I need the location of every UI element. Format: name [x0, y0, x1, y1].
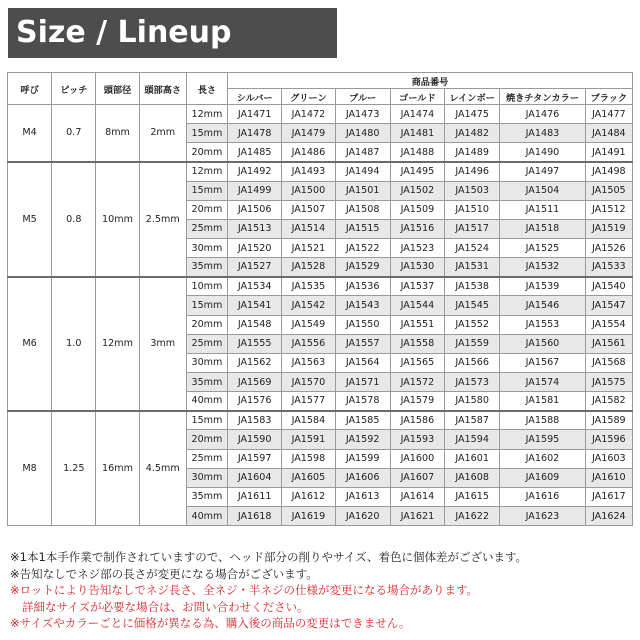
product-code: JA1505	[585, 181, 632, 200]
notes-section	[10, 549, 630, 632]
size-name: M5	[8, 162, 52, 277]
product-code: JA1604	[228, 468, 282, 487]
product-code: JA1611	[228, 487, 282, 506]
product-code: JA1571	[335, 372, 390, 391]
product-code: JA1479	[282, 124, 335, 143]
product-code: JA1608	[445, 468, 500, 487]
product-code: JA1542	[282, 296, 335, 315]
product-code: JA1517	[445, 219, 500, 238]
product-code: JA1530	[390, 258, 444, 277]
head-diameter-value: 10mm	[96, 162, 139, 277]
product-code: JA1480	[335, 124, 390, 143]
pitch-value: 0.8	[52, 162, 96, 277]
length-value: 35mm	[186, 487, 227, 506]
product-code: JA1606	[335, 468, 390, 487]
product-code: JA1513	[228, 219, 282, 238]
product-code: JA1614	[390, 487, 444, 506]
product-code: JA1491	[585, 143, 632, 162]
product-code: JA1554	[585, 315, 632, 334]
product-code: JA1570	[282, 372, 335, 391]
product-code: JA1594	[445, 430, 500, 449]
header-name: 呼び	[8, 73, 52, 105]
length-value: 20mm	[186, 315, 227, 334]
product-code: JA1592	[335, 430, 390, 449]
product-code: JA1497	[500, 162, 585, 181]
product-code: JA1609	[500, 468, 585, 487]
length-value: 20mm	[186, 200, 227, 219]
product-code: JA1508	[335, 200, 390, 219]
product-code: JA1565	[390, 353, 444, 372]
product-code: JA1559	[445, 334, 500, 353]
header-length: 長さ	[186, 73, 227, 105]
header-head-diameter: 頭部径	[96, 73, 139, 105]
product-code: JA1504	[500, 181, 585, 200]
product-code: JA1550	[335, 315, 390, 334]
head-height-value: 3mm	[139, 277, 186, 411]
length-value: 10mm	[186, 277, 227, 296]
product-code: JA1477	[585, 105, 632, 124]
product-code: JA1516	[390, 219, 444, 238]
product-code: JA1598	[282, 449, 335, 468]
length-value: 25mm	[186, 449, 227, 468]
product-code: JA1580	[445, 392, 500, 411]
product-code: JA1499	[228, 181, 282, 200]
product-code: JA1622	[445, 506, 500, 525]
page-title: Size / Lineup	[8, 8, 337, 58]
note-line: 詳細なサイズが必要な場合は、お問い合わせください。	[22, 599, 309, 614]
header-row-top	[8, 73, 633, 89]
product-code: JA1583	[228, 411, 282, 430]
product-code: JA1545	[445, 296, 500, 315]
length-value: 12mm	[186, 105, 227, 124]
product-code: JA1539	[500, 277, 585, 296]
length-value: 30mm	[186, 353, 227, 372]
product-code: JA1593	[390, 430, 444, 449]
product-code: JA1524	[445, 238, 500, 257]
product-code: JA1481	[390, 124, 444, 143]
product-code: JA1510	[445, 200, 500, 219]
product-code: JA1511	[500, 200, 585, 219]
product-code: JA1574	[500, 372, 585, 391]
product-code: JA1569	[228, 372, 282, 391]
note-line: ※ロットにより告知なしでネジ長さ、全ネジ・半ネジの仕様が変更になる場合があります。	[10, 583, 479, 597]
product-code: JA1566	[445, 353, 500, 372]
product-code: JA1544	[390, 296, 444, 315]
note-line: ※サイズやカラーごとに価格が異なる為、購入後の商品の変更はできません。	[10, 616, 411, 630]
length-value: 15mm	[186, 181, 227, 200]
product-code: JA1582	[585, 392, 632, 411]
product-code: JA1495	[390, 162, 444, 181]
pitch-value: 0.7	[52, 105, 96, 162]
product-code: JA1549	[282, 315, 335, 334]
length-value: 40mm	[186, 392, 227, 411]
product-code: JA1595	[500, 430, 585, 449]
product-code: JA1573	[445, 372, 500, 391]
product-code: JA1522	[335, 238, 390, 257]
product-code: JA1476	[500, 105, 585, 124]
product-code: JA1615	[445, 487, 500, 506]
product-code: JA1578	[335, 392, 390, 411]
product-code: JA1617	[585, 487, 632, 506]
lineup-table	[7, 72, 633, 526]
header-color: シルバー	[228, 89, 282, 105]
product-code: JA1589	[585, 411, 632, 430]
head-height-value: 2mm	[139, 105, 186, 162]
product-code: JA1546	[500, 296, 585, 315]
product-code: JA1525	[500, 238, 585, 257]
length-value: 15mm	[186, 124, 227, 143]
product-code: JA1619	[282, 506, 335, 525]
product-code: JA1515	[335, 219, 390, 238]
product-code: JA1502	[390, 181, 444, 200]
head-height-value: 4.5mm	[139, 411, 186, 526]
product-code: JA1474	[390, 105, 444, 124]
product-code: JA1472	[282, 105, 335, 124]
product-code: JA1568	[585, 353, 632, 372]
product-code: JA1533	[585, 258, 632, 277]
product-code: JA1561	[585, 334, 632, 353]
product-code: JA1537	[390, 277, 444, 296]
product-code: JA1572	[390, 372, 444, 391]
product-code: JA1521	[282, 238, 335, 257]
product-code: JA1581	[500, 392, 585, 411]
product-code: JA1536	[335, 277, 390, 296]
product-code: JA1584	[282, 411, 335, 430]
product-code: JA1509	[390, 200, 444, 219]
product-code: JA1494	[335, 162, 390, 181]
product-code: JA1514	[282, 219, 335, 238]
header-head-height: 頭部高さ	[139, 73, 186, 105]
product-code: JA1485	[228, 143, 282, 162]
head-diameter-value: 8mm	[96, 105, 139, 162]
product-code: JA1496	[445, 162, 500, 181]
product-code: JA1586	[390, 411, 444, 430]
header-color: ゴールド	[390, 89, 444, 105]
product-code: JA1531	[445, 258, 500, 277]
product-code: JA1552	[445, 315, 500, 334]
product-code: JA1501	[335, 181, 390, 200]
product-code: JA1587	[445, 411, 500, 430]
product-code: JA1575	[585, 372, 632, 391]
head-height-value: 2.5mm	[139, 162, 186, 277]
length-value: 20mm	[186, 430, 227, 449]
product-code: JA1489	[445, 143, 500, 162]
product-code: JA1560	[500, 334, 585, 353]
product-code: JA1512	[585, 200, 632, 219]
product-code: JA1607	[390, 468, 444, 487]
product-code: JA1482	[445, 124, 500, 143]
length-value: 35mm	[186, 258, 227, 277]
product-code: JA1498	[585, 162, 632, 181]
product-code: JA1518	[500, 219, 585, 238]
product-code: JA1585	[335, 411, 390, 430]
header-product-number: 商品番号	[228, 73, 633, 89]
product-code: JA1620	[335, 506, 390, 525]
product-code: JA1523	[390, 238, 444, 257]
product-code: JA1527	[228, 258, 282, 277]
note-line: ※告知なしでネジ部の長さが変更になる場合がございます。	[10, 566, 318, 581]
table-row	[8, 411, 633, 430]
product-code: JA1602	[500, 449, 585, 468]
header-color: レインボー	[445, 89, 500, 105]
product-code: JA1492	[228, 162, 282, 181]
size-name: M4	[8, 105, 52, 162]
product-code: JA1528	[282, 258, 335, 277]
length-value: 12mm	[186, 162, 227, 181]
product-code: JA1616	[500, 487, 585, 506]
product-code: JA1548	[228, 315, 282, 334]
length-value: 30mm	[186, 238, 227, 257]
product-code: JA1567	[500, 353, 585, 372]
product-code: JA1532	[500, 258, 585, 277]
lineup-table-container	[7, 72, 633, 526]
product-code: JA1623	[500, 506, 585, 525]
product-code: JA1500	[282, 181, 335, 200]
product-code: JA1486	[282, 143, 335, 162]
product-code: JA1558	[390, 334, 444, 353]
product-code: JA1590	[228, 430, 282, 449]
product-code: JA1603	[585, 449, 632, 468]
product-code: JA1564	[335, 353, 390, 372]
product-code: JA1493	[282, 162, 335, 181]
length-value: 25mm	[186, 334, 227, 353]
product-code: JA1475	[445, 105, 500, 124]
length-value: 20mm	[186, 143, 227, 162]
table-row	[8, 277, 633, 296]
product-code: JA1579	[390, 392, 444, 411]
header-color: グリーン	[282, 89, 335, 105]
product-code: JA1600	[390, 449, 444, 468]
product-code: JA1610	[585, 468, 632, 487]
length-value: 25mm	[186, 219, 227, 238]
head-diameter-value: 12mm	[96, 277, 139, 411]
product-code: JA1520	[228, 238, 282, 257]
product-code: JA1621	[390, 506, 444, 525]
product-code: JA1562	[228, 353, 282, 372]
product-code: JA1471	[228, 105, 282, 124]
product-code: JA1556	[282, 334, 335, 353]
product-code: JA1547	[585, 296, 632, 315]
note-line: ※1本1本手作業で制作されていますので、ヘッド部分の削りやサイズ、着色に個体差がございます。	[10, 550, 528, 564]
pitch-value: 1.0	[52, 277, 96, 411]
product-code: JA1488	[390, 143, 444, 162]
product-code: JA1591	[282, 430, 335, 449]
product-code: JA1624	[585, 506, 632, 525]
product-code: JA1484	[585, 124, 632, 143]
product-code: JA1507	[282, 200, 335, 219]
product-code: JA1551	[390, 315, 444, 334]
product-code: JA1506	[228, 200, 282, 219]
product-code: JA1576	[228, 392, 282, 411]
size-name: M6	[8, 277, 52, 411]
product-code: JA1618	[228, 506, 282, 525]
header-color: ブルー	[335, 89, 390, 105]
product-code: JA1473	[335, 105, 390, 124]
product-code: JA1555	[228, 334, 282, 353]
table-row	[8, 105, 633, 124]
product-code: JA1599	[335, 449, 390, 468]
size-name: M8	[8, 411, 52, 526]
product-code: JA1503	[445, 181, 500, 200]
product-code: JA1478	[228, 124, 282, 143]
product-code: JA1557	[335, 334, 390, 353]
product-code: JA1483	[500, 124, 585, 143]
length-value: 15mm	[186, 296, 227, 315]
product-code: JA1538	[445, 277, 500, 296]
pitch-value: 1.25	[52, 411, 96, 526]
product-code: JA1601	[445, 449, 500, 468]
product-code: JA1553	[500, 315, 585, 334]
product-code: JA1597	[228, 449, 282, 468]
product-code: JA1588	[500, 411, 585, 430]
product-code: JA1519	[585, 219, 632, 238]
product-code: JA1534	[228, 277, 282, 296]
product-code: JA1540	[585, 277, 632, 296]
product-code: JA1490	[500, 143, 585, 162]
product-code: JA1535	[282, 277, 335, 296]
length-value: 40mm	[186, 506, 227, 525]
table-row	[8, 162, 633, 181]
length-value: 30mm	[186, 468, 227, 487]
product-code: JA1526	[585, 238, 632, 257]
product-code: JA1529	[335, 258, 390, 277]
product-code: JA1563	[282, 353, 335, 372]
product-code: JA1543	[335, 296, 390, 315]
head-diameter-value: 16mm	[96, 411, 139, 526]
length-value: 35mm	[186, 372, 227, 391]
header-pitch: ピッチ	[52, 73, 96, 105]
product-code: JA1487	[335, 143, 390, 162]
length-value: 15mm	[186, 411, 227, 430]
product-code: JA1612	[282, 487, 335, 506]
product-code: JA1596	[585, 430, 632, 449]
header-color: ブラック	[585, 89, 632, 105]
product-code: JA1605	[282, 468, 335, 487]
product-code: JA1613	[335, 487, 390, 506]
header-color: 焼きチタンカラー	[500, 89, 585, 105]
product-code: JA1541	[228, 296, 282, 315]
product-code: JA1577	[282, 392, 335, 411]
